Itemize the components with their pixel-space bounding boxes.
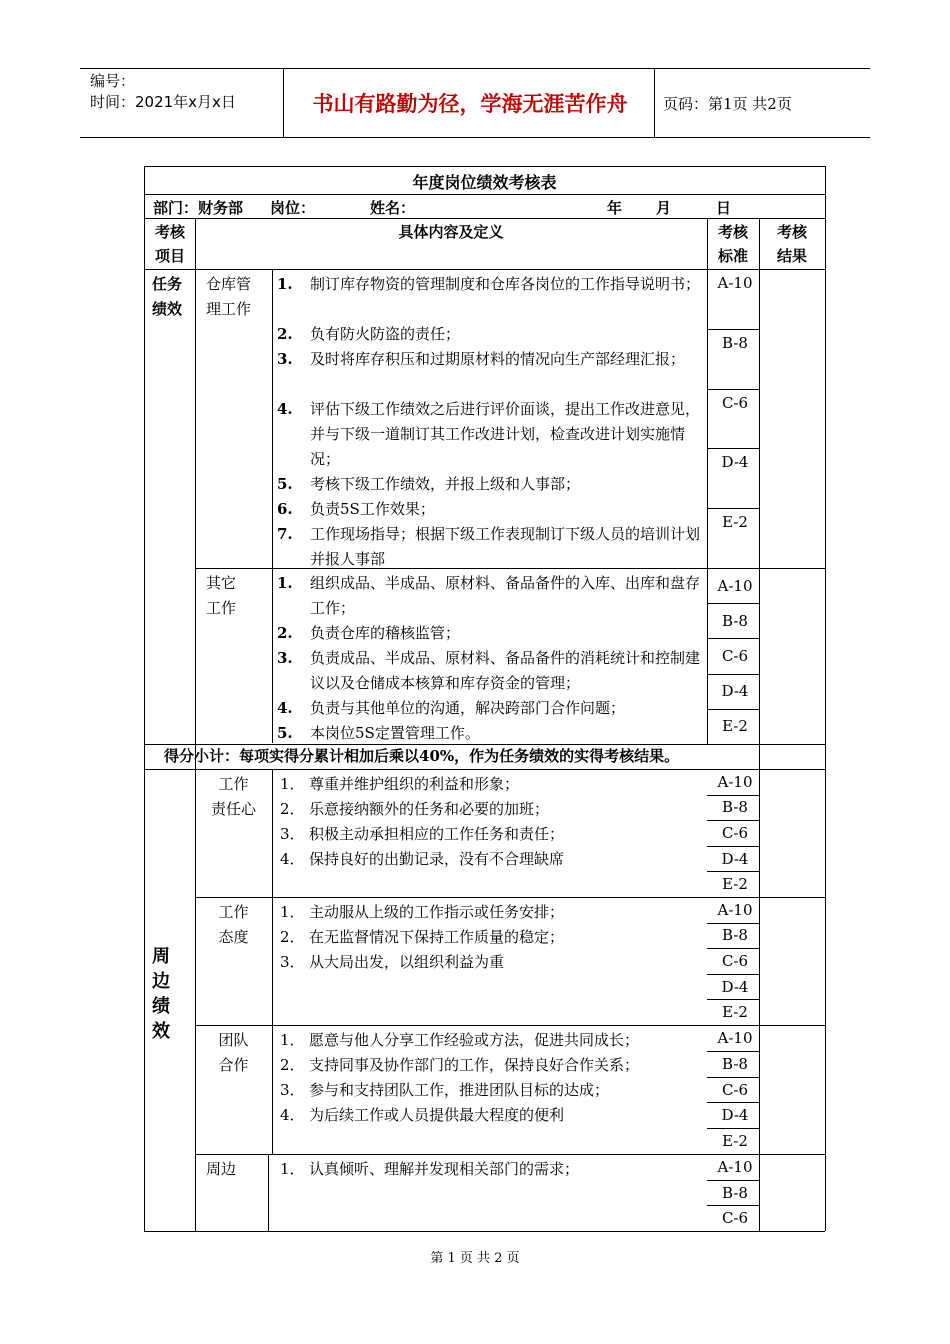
item-text: 负责成品、半成品、原材料、备品备件的消耗统计和控制建议以及仓储成本核算和库存资金的管理； xyxy=(310,649,701,692)
peripheral-group3-grade-a-10: A-10 xyxy=(717,1028,753,1047)
grade-rule xyxy=(707,709,759,710)
item-number: 1． xyxy=(280,903,305,921)
task-group-name: 工作 xyxy=(206,599,237,617)
grade-rule xyxy=(707,674,759,675)
item-text: 考核下级工作绩效，并报上级和人事部； xyxy=(310,475,581,493)
table-rule xyxy=(272,897,273,1025)
task-group-name: 仓库管 xyxy=(206,275,252,293)
item-number: 3. xyxy=(277,649,293,667)
task-subtotal: 得分小计：每项实得分累计相加后乘以40%，作为任务绩效的实得考核结果。 xyxy=(164,747,680,765)
peripheral-group-name: 工作 xyxy=(218,903,249,921)
table-rule xyxy=(195,568,825,569)
task-label: 绩效 xyxy=(152,300,183,318)
peripheral-group2-grade-e-2: E-2 xyxy=(722,1003,748,1022)
item-text: 负有防火防盗的责任； xyxy=(310,325,461,343)
grade-rule xyxy=(707,1051,759,1052)
item-number: 7. xyxy=(277,525,293,543)
table-rule xyxy=(144,218,825,219)
task-group-name: 其它 xyxy=(206,574,237,592)
peripheral-group-name: 团队 xyxy=(218,1031,249,1049)
table-border-right xyxy=(825,166,826,1231)
item-number: 2． xyxy=(280,800,305,818)
item-text: 负责与其他单位的沟通，解决跨部门合作问题； xyxy=(310,699,626,717)
task-group2-grade-b-8: B-8 xyxy=(722,611,748,630)
peripheral-group-name: 合作 xyxy=(218,1056,249,1074)
item-number: 3. xyxy=(277,350,293,368)
item-number: 2． xyxy=(280,928,305,946)
item-text: 工作现场指导；根据下级工作表现制订下级人员的培训计划并报人事部 xyxy=(310,525,701,568)
header-page-info: 页码：第1页 共2页 xyxy=(663,94,792,113)
item-text: 主动服从上级的工作指示或任务安排； xyxy=(309,903,565,921)
peripheral-group1-grade-c-6: C-6 xyxy=(721,824,749,842)
item-number: 5. xyxy=(277,724,293,742)
table-rule xyxy=(272,1025,273,1154)
item-text: 负责仓库的稽核监管； xyxy=(310,624,461,642)
col-header-result: 考核 xyxy=(776,223,807,241)
peripheral-group2-grade-d-4: D-4 xyxy=(721,977,749,996)
col-header-standard: 考核 xyxy=(717,223,748,241)
item-text: 制订库存物资的管理制度和仓库各岗位的工作指导说明书； xyxy=(310,275,701,293)
post-label: 岗位： xyxy=(270,199,316,217)
table-rule xyxy=(272,269,273,743)
item-number: 4. xyxy=(277,400,293,418)
table-rule xyxy=(707,218,708,744)
peripheral-group2-grade-c-6: C-6 xyxy=(721,952,749,970)
item-number: 1． xyxy=(280,775,305,793)
number-label: 编号： xyxy=(90,72,136,90)
peripheral-group1-grade-e-2: E-2 xyxy=(722,875,748,894)
col-header-result: 结果 xyxy=(776,247,807,265)
grade-rule xyxy=(707,1077,759,1078)
peripheral-group3-grade-b-8: B-8 xyxy=(722,1054,748,1073)
peripheral-group1-grade-d-4: D-4 xyxy=(721,849,749,868)
task-group2-grade-d-4: D-4 xyxy=(721,682,749,701)
table-rule xyxy=(759,218,760,1231)
task-label: 任务 xyxy=(152,275,183,293)
grade-rule xyxy=(707,603,759,604)
item-text: 保持良好的出勤记录，没有不合理缺席 xyxy=(309,850,565,868)
page-footer: 第 1 页 共 2 页 xyxy=(430,1251,520,1266)
peripheral-group4-grade-b-8: B-8 xyxy=(722,1183,748,1202)
peripheral-label: 绩 xyxy=(152,996,170,1017)
grade-rule xyxy=(707,508,759,509)
grade-rule xyxy=(707,448,759,449)
item-text: 乐意接纳额外的任务和必要的加班； xyxy=(309,800,550,818)
item-number: 3． xyxy=(280,1081,305,1099)
appraisal-table xyxy=(144,166,825,1231)
month-label: 月 xyxy=(656,199,672,217)
peripheral-label: 效 xyxy=(152,1021,170,1042)
item-number: 1. xyxy=(277,574,293,592)
item-number: 2. xyxy=(277,624,293,642)
item-number: 4． xyxy=(280,850,305,868)
peripheral-group1-grade-b-8: B-8 xyxy=(722,798,748,817)
day-label: 日 xyxy=(716,199,732,217)
item-number: 4. xyxy=(277,699,293,717)
peripheral-group4-grade-c-6: C-6 xyxy=(721,1209,749,1228)
peripheral-group-name: 责任心 xyxy=(210,800,256,818)
table-rule xyxy=(144,194,825,195)
table-border-bottom xyxy=(144,1231,825,1232)
item-text: 从大局出发，以组织利益为重 xyxy=(309,953,505,971)
peripheral-group3-grade-e-2: E-2 xyxy=(722,1132,748,1151)
item-text: 积极主动承担相应的工作任务和责任； xyxy=(309,825,565,843)
item-text: 支持同事及协作部门的工作，保持良好合作关系； xyxy=(309,1056,640,1074)
item-text: 为后续工作或人员提供最大程度的便利 xyxy=(309,1106,565,1124)
item-text: 组织成品、半成品、原材料、备品备件的入库、出库和盘存工作； xyxy=(310,574,701,617)
grade-rule xyxy=(707,389,759,390)
col-header-item: 考核 xyxy=(154,223,185,241)
time-label: 时间：2021年x月x日 xyxy=(90,93,236,111)
page-header xyxy=(80,68,870,138)
task-group1-grade-e-2: E-2 xyxy=(722,513,748,532)
task-group1-grade-d-4: D-4 xyxy=(721,453,749,472)
item-number: 5. xyxy=(277,475,293,493)
item-text: 评估下级工作绩效之后进行评价面谈，提出工作改进意见，并与下级一道制订其工作改进计划，检查改进计划实施情况； xyxy=(310,400,701,468)
item-text: 负责5S工作效果； xyxy=(310,500,435,518)
peripheral-group3-grade-d-4: D-4 xyxy=(721,1106,749,1125)
task-group2-grade-c-6: C-6 xyxy=(721,647,749,665)
peripheral-label: 周 xyxy=(152,946,170,967)
item-number: 2. xyxy=(277,325,293,343)
task-group1-grade-b-8: B-8 xyxy=(722,333,748,352)
grade-rule xyxy=(707,1128,759,1129)
table-rule xyxy=(144,269,825,270)
header-motto: 书山有路勤为径，学海无涯苦作舟 xyxy=(312,92,628,116)
item-number: 3． xyxy=(280,953,305,971)
name-label: 姓名： xyxy=(370,199,416,217)
task-group1-grade-c-6: C-6 xyxy=(721,393,749,412)
table-rule xyxy=(195,1025,825,1026)
item-number: 1. xyxy=(277,275,293,293)
item-text: 参与和支持团队工作，推进团队目标的达成； xyxy=(309,1081,610,1099)
item-text: 在无监督情况下保持工作质量的稳定； xyxy=(309,928,565,946)
peripheral-group-name: 工作 xyxy=(218,775,249,793)
item-number: 2． xyxy=(280,1056,305,1074)
grade-rule xyxy=(707,329,759,330)
grade-rule xyxy=(707,1180,759,1181)
dept-label: 部门：财务部 xyxy=(153,199,244,217)
peripheral-label: 边 xyxy=(152,971,170,992)
table-rule xyxy=(195,218,196,1231)
task-group2-grade-a-10: A-10 xyxy=(717,576,753,595)
peripheral-group-name: 态度 xyxy=(218,928,249,946)
header-meta xyxy=(90,71,236,113)
peripheral-group2-grade-a-10: A-10 xyxy=(717,900,753,919)
task-group-name: 理工作 xyxy=(206,300,252,318)
item-text: 愿意与他人分享工作经验或方法，促进共同成长； xyxy=(309,1031,640,1049)
table-border-left xyxy=(144,166,145,1231)
item-text: 认真倾听、理解并发现相关部门的需求； xyxy=(309,1160,580,1178)
table-border-top xyxy=(144,166,825,167)
peripheral-group-name: 周边 xyxy=(206,1160,237,1178)
task-group2-grade-e-2: E-2 xyxy=(722,717,748,736)
item-number: 6. xyxy=(277,500,293,518)
peripheral-group2-grade-b-8: B-8 xyxy=(722,926,748,945)
col-header-content: 具体内容及定义 xyxy=(398,223,504,241)
col-header-item: 项目 xyxy=(154,247,185,265)
item-number: 4． xyxy=(280,1106,305,1124)
year-label: 年 xyxy=(607,199,623,217)
table-rule xyxy=(272,769,273,897)
item-number: 1． xyxy=(280,1160,305,1178)
item-number: 1． xyxy=(280,1031,305,1049)
peripheral-group1-grade-a-10: A-10 xyxy=(717,772,753,791)
grade-rule xyxy=(707,1102,759,1103)
table-rule xyxy=(268,1154,269,1231)
peripheral-group4-grade-a-10: A-10 xyxy=(717,1157,753,1176)
grade-rule xyxy=(707,638,759,639)
form-title: 年度岗位绩效考核表 xyxy=(412,173,557,192)
item-number: 3． xyxy=(280,825,305,843)
item-text: 本岗位5S定置管理工作。 xyxy=(310,724,480,742)
peripheral-group3-grade-c-6: C-6 xyxy=(721,1080,749,1099)
item-text: 尊重并维护组织的利益和形象； xyxy=(309,775,520,793)
col-header-standard: 标准 xyxy=(717,247,748,265)
task-group1-grade-a-10: A-10 xyxy=(717,274,753,292)
item-text: 及时将库存积压和过期原材料的情况向生产部经理汇报； xyxy=(310,350,686,368)
